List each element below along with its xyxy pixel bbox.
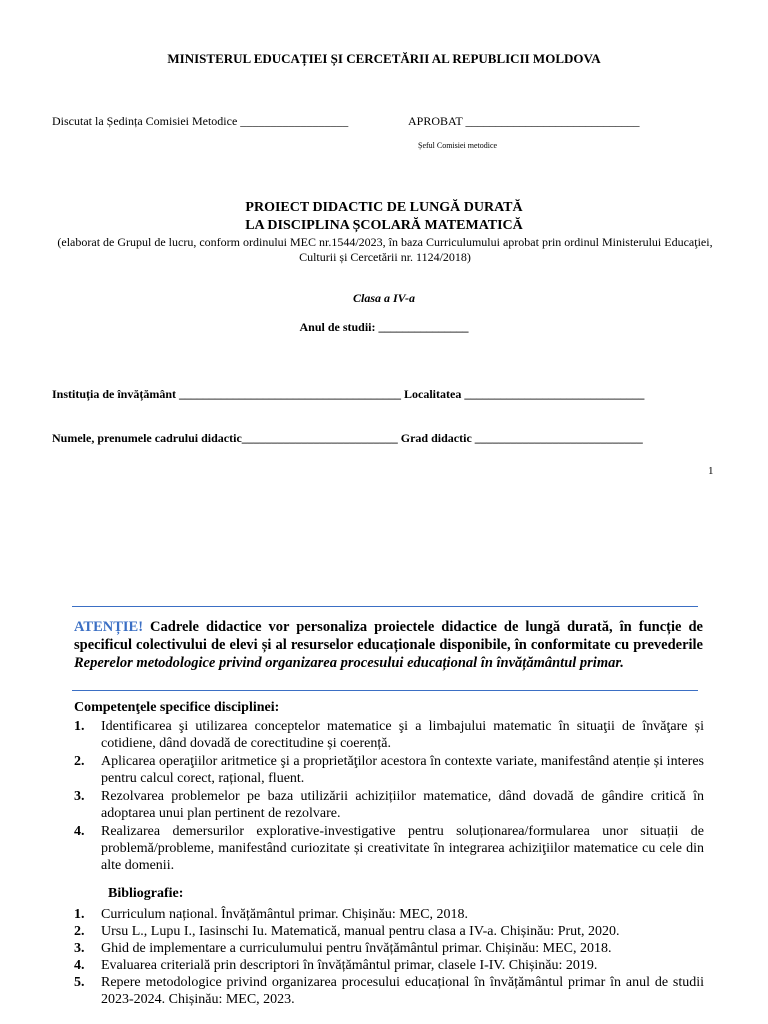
bibliography-title: Bibliografie: <box>108 886 184 901</box>
document-title: PROIECT DIDACTIC DE LUNGĂ DURATĂ <box>245 200 523 215</box>
attention-reference: Reperelor metodologice privind organizarea procesului educațional în învățământul primar. <box>74 655 624 671</box>
item-text: Curriculum național. Învățământul primar. Chișinău: MEC, 2018. <box>101 907 469 922</box>
list-item <box>74 788 704 822</box>
item-number: 3. <box>74 789 85 804</box>
bibliography-list <box>74 906 704 1008</box>
item-text: Ghid de implementare a curriculumului pentru învățământul primar. Chișinău: MEC, 2018. <box>101 941 612 956</box>
item-text: Rezolvarea problemelor pe baza utilizării achizițiilor matematice, dând dovadă de gândire critică în adoptarea unui plan pertinent de rezolvare. <box>101 789 704 821</box>
approved-signatory: Șeful Comisiei metodice <box>418 141 498 150</box>
item-number: 5. <box>74 975 85 990</box>
approved-line: APROBAT _____________________________ <box>408 114 640 128</box>
page-number: 1 <box>708 465 714 477</box>
item-text: Identificarea şi utilizarea conceptelor matematice şi a limbajului matematic în situaţii de învăţare și cotidiene, dând dovadă de corectitudine și coerență. <box>101 719 704 751</box>
divider-top <box>72 606 698 607</box>
item-text: Ursu L., Lupu I., Iasinschi Iu. Matematică, manual pentru clasa a IV-a. Chișinău: Prut, 2020. <box>101 924 620 939</box>
item-number: 2. <box>74 754 85 769</box>
document-note: (elaborat de Grupul de lucru, conform ordinului MEC nr.1544/2023, în baza Curriculumului aprobat prin ordinul Ministerului Educaţiei, Culturii și Cercetării nr. 1124/2018) <box>57 235 713 264</box>
item-number: 3. <box>74 941 85 956</box>
item-text: Evaluarea criterială prin descriptori în învățământul primar, clasele I-IV. Chișinău: 2019. <box>101 958 598 973</box>
list-item <box>74 957 704 974</box>
list-item <box>74 923 704 940</box>
competences-title: Competenţele specifice disciplinei: <box>74 700 280 715</box>
discussed-line: Discutat la Ședința Comisiei Metodice __________________ <box>52 114 349 128</box>
item-number: 1. <box>74 719 85 734</box>
item-number: 4. <box>74 824 85 839</box>
class-label: Clasa a IV-a <box>352 291 415 305</box>
document-subtitle: LA DISCIPLINA ȘCOLARĂ MATEMATICĂ <box>245 218 523 233</box>
item-text: Aplicarea operaţiilor aritmetice şi a proprietăţilor acestora în contexte variate, manifestând atenție și interes pentru calcul corect, rațional, fluent. <box>101 754 704 786</box>
attention-text: Cadrele didactice vor personaliza proiectele didactice de lungă durată, în funcție de specificul colectivului de elevi și al resurselor educaționale disponibile, în conformitate cu prevederile <box>74 619 703 653</box>
item-text: Realizarea demersurilor explorative-investigative pentru soluționarea/formularea unor situații de problemă/probleme, manifestând curiozitate și creativitate în integrarea achiziţiilor matematice cu cele din alte domenii. <box>101 824 704 873</box>
school-year-field: Anul de studii: _______________ <box>299 320 469 334</box>
attention-notice <box>74 618 703 672</box>
institution-field: Instituția de învățământ _____________________________________ Localitatea ______________________________ <box>52 387 645 401</box>
item-number: 1. <box>74 907 85 922</box>
list-item <box>74 753 704 787</box>
teacher-field: Numele, prenumele cadrului didactic__________________________ Grad didactic ____________________________ <box>52 431 643 445</box>
item-number: 4. <box>74 958 85 973</box>
list-item <box>74 906 704 923</box>
competences-list <box>74 718 704 875</box>
list-item <box>74 718 704 752</box>
list-item <box>74 974 704 1008</box>
item-text: Repere metodologice privind organizarea procesului educațional în învățământul primar în anul de studii 2023-2024. Chișinău: MEC, 2023. <box>101 975 704 1007</box>
item-number: 2. <box>74 924 85 939</box>
ministry-heading: MINISTERUL EDUCAȚIEI ȘI CERCETĂRII AL REPUBLICII MOLDOVA <box>167 51 601 66</box>
attention-label: ATENȚIE! <box>74 619 144 635</box>
list-item <box>74 940 704 957</box>
divider-bottom <box>72 690 698 691</box>
list-item <box>74 823 704 874</box>
